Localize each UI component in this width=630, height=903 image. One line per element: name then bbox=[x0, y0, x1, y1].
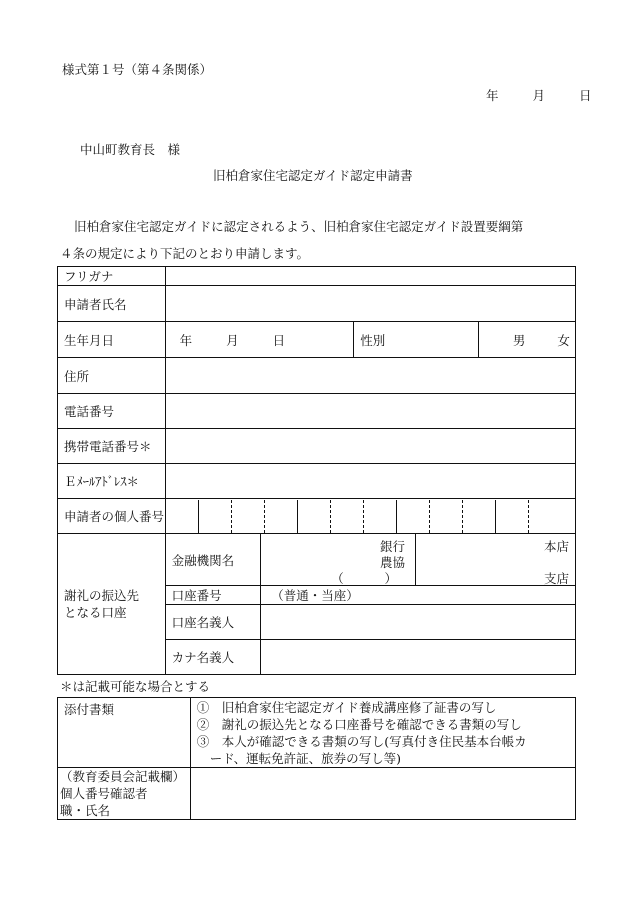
email-field[interactable] bbox=[165, 464, 575, 499]
gender-label: 性別 bbox=[354, 322, 479, 358]
birth-month: 月 bbox=[226, 332, 239, 348]
bank-name-label: 金融機関名 bbox=[165, 534, 261, 586]
gender-male[interactable]: 男 bbox=[512, 332, 526, 348]
date-line bbox=[486, 86, 592, 104]
board-line-3: 職・氏名 bbox=[60, 803, 111, 818]
digit-box[interactable] bbox=[430, 500, 463, 533]
birth-year: 年 bbox=[179, 332, 193, 348]
bank-type-bank: 銀行 bbox=[380, 538, 406, 554]
attachment-item-3-line-1: ③ 本人が確認できる書類の写し(写真付き住民基本台帳カ bbox=[196, 734, 527, 749]
attachments-label: 添付書類 bbox=[58, 698, 191, 768]
board-line-1: （教育委員会記載欄） bbox=[60, 769, 186, 784]
kana-holder-field[interactable] bbox=[261, 640, 576, 675]
attachment-item-3-line-2: ード、運転免許証、旅券の写し等) bbox=[209, 751, 402, 766]
applicant-name-label: 申請者氏名 bbox=[58, 286, 166, 322]
address-field[interactable] bbox=[165, 358, 575, 394]
page-title: 旧柏倉家住宅認定ガイド認定申請書 bbox=[213, 168, 413, 183]
paren-close: ） bbox=[384, 570, 398, 586]
date-year: 年 bbox=[486, 88, 499, 103]
attachments-table bbox=[57, 697, 576, 820]
furigana-label: フリガナ bbox=[58, 267, 166, 286]
gender-female[interactable]: 女 bbox=[557, 332, 570, 348]
branch-field[interactable] bbox=[416, 534, 576, 586]
branch-office: 支店 bbox=[543, 570, 569, 586]
phone-label: 電話番号 bbox=[58, 394, 166, 429]
digit-box[interactable] bbox=[199, 500, 232, 533]
applicant-name-field[interactable] bbox=[165, 286, 575, 322]
email-label: Ｅﾒｰﾙｱﾄﾞﾚｽ＊ bbox=[58, 464, 166, 499]
bank-section-label bbox=[58, 534, 166, 675]
mobile-field[interactable] bbox=[165, 429, 575, 464]
digit-box[interactable] bbox=[166, 500, 199, 533]
account-number-field[interactable]: （普通・当座） bbox=[261, 586, 576, 605]
form-number: 様式第１号（第４条関係） bbox=[62, 62, 213, 77]
account-holder-field[interactable] bbox=[261, 605, 576, 640]
digit-box[interactable] bbox=[496, 500, 529, 533]
board-entry-field[interactable] bbox=[190, 768, 575, 820]
account-holder-label: 口座名義人 bbox=[165, 605, 261, 640]
personal-number-boxes bbox=[165, 499, 575, 534]
intro-line-1: 旧柏倉家住宅認定ガイドに認定されるよう、旧柏倉家住宅認定ガイド設置要綱第 bbox=[74, 219, 524, 234]
furigana-field[interactable] bbox=[165, 267, 575, 286]
account-number-label: 口座番号 bbox=[165, 586, 261, 605]
application-table bbox=[57, 266, 576, 675]
digit-box[interactable] bbox=[397, 500, 430, 533]
bank-section-line-2: となる口座 bbox=[64, 605, 127, 620]
head-office: 本店 bbox=[543, 538, 569, 554]
attachment-item-2: ② 謝礼の振込先となる口座番号を確認できる書類の写し bbox=[196, 717, 522, 732]
attachment-item-1: ① 旧柏倉家住宅認定ガイド養成講座修了証書の写し bbox=[196, 700, 497, 715]
kana-holder-label: カナ名義人 bbox=[165, 640, 261, 675]
attachments-list bbox=[190, 698, 575, 768]
digit-box[interactable] bbox=[463, 500, 496, 533]
address-label: 住所 bbox=[58, 358, 166, 394]
date-month: 月 bbox=[532, 88, 546, 103]
bank-type-agri: 農協 bbox=[380, 554, 406, 570]
addressee: 中山町教育長 様 bbox=[80, 142, 181, 157]
paren-open: （ bbox=[331, 570, 344, 586]
board-line-2: 個人番号確認者 bbox=[60, 786, 148, 801]
digit-box[interactable] bbox=[298, 500, 331, 533]
gender-field[interactable] bbox=[478, 322, 575, 358]
board-entry-label bbox=[58, 768, 191, 820]
digit-box[interactable] bbox=[364, 500, 397, 533]
note: ＊は記載可能な場合とする bbox=[60, 679, 211, 694]
digit-box[interactable] bbox=[232, 500, 265, 533]
digit-box[interactable] bbox=[331, 500, 364, 533]
birth-day: 日 bbox=[272, 332, 286, 348]
birthdate-label: 生年月日 bbox=[58, 322, 166, 358]
intro-line-2: ４条の規定により下記のとおり申請します。 bbox=[60, 246, 310, 261]
mobile-label: 携帯電話番号＊ bbox=[58, 429, 166, 464]
birthdate-field[interactable] bbox=[165, 322, 354, 358]
bank-name-field[interactable] bbox=[261, 534, 416, 586]
digit-box[interactable] bbox=[265, 500, 298, 533]
date-day: 日 bbox=[579, 88, 592, 103]
bank-section-line-1: 謝礼の振込先 bbox=[64, 588, 140, 603]
personal-number-label: 申請者の個人番号 bbox=[58, 499, 166, 534]
digit-box[interactable] bbox=[529, 500, 575, 533]
phone-field[interactable] bbox=[165, 394, 575, 429]
